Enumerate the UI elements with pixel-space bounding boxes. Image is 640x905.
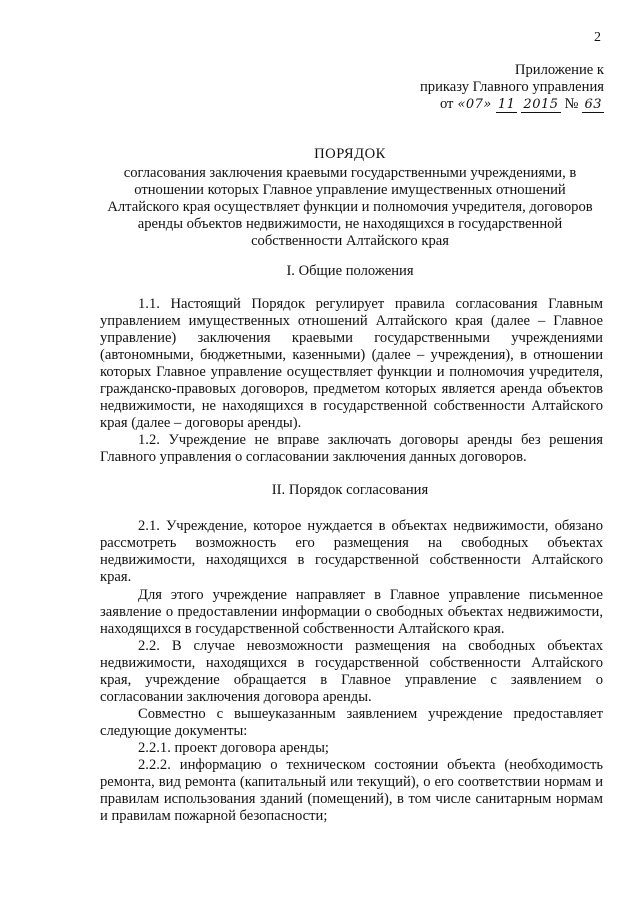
text-line: 2.2. В случае невозможности размещения на свободных объектах	[138, 638, 603, 654]
subtitle-line: согласования заключения краевыми государственными учреждениями, в	[123, 165, 577, 181]
order-number: 63	[584, 97, 602, 112]
document-subtitle	[100, 165, 600, 250]
appendix-block	[414, 62, 604, 113]
text-line: Главного управления о согласовании заключения данных договоров.	[100, 449, 527, 465]
order-month: 11	[497, 97, 516, 112]
text-line: края.	[100, 569, 132, 585]
section-heading-2: II. Порядок согласования	[271, 482, 429, 498]
text-line: Совместно с вышеуказанным заявлением учреждение предоставляет	[138, 706, 603, 722]
document-title-block	[100, 146, 600, 250]
text-line: 2.1. Учреждение, которое нуждается в объектах недвижимости, обязано	[138, 518, 603, 534]
paragraph-1-2	[100, 432, 603, 466]
text-line: 1.1. Настоящий Порядок регулирует правила согласования Главным	[138, 296, 603, 312]
order-year: 2015	[523, 97, 559, 112]
text-line: рассмотреть возможность его размещения на свободных объектах	[100, 535, 603, 551]
subtitle-line: аренды объектов недвижимости, не находящихся в государственной	[137, 216, 563, 232]
text-line: (автономными, бюджетными, казенными) (далее – учреждения), в отношении	[100, 347, 603, 363]
text-line: гражданско-правовых договоров, предметом которых является аренда объектов	[100, 381, 603, 397]
paragraph-2-2b	[100, 706, 603, 740]
text-line: согласовании заключения договора аренды.	[100, 689, 372, 705]
subtitle-line: отношении которых Главное управление имущественных отношений	[134, 182, 566, 198]
text-line: управление) заключения краевыми государственными учреждениями	[100, 330, 603, 346]
text-line: находящихся в государственной собственности Алтайского края.	[100, 621, 505, 637]
paragraph-2-2-2	[100, 757, 603, 825]
text-line: следующие документы:	[100, 723, 248, 739]
text-line: которых Главное управление осуществляет функции и полномочия учредителя,	[100, 364, 603, 380]
paragraph-2-2	[100, 638, 603, 706]
text-line: и правилам пожарной безопасности;	[100, 808, 328, 824]
text-line: 2.2.2. информацию о техническом состоянии объекта (необходимость	[138, 757, 603, 773]
paragraph-2-1b	[100, 587, 603, 638]
text-line: правилам использования зданий (помещений), в том числе санитарным нормам	[100, 791, 603, 807]
text-line: края, учреждение обращается в Главное управление с заявлением о	[100, 672, 603, 688]
paragraph-2-2-1	[100, 740, 603, 757]
order-number-sign: №	[564, 96, 579, 112]
order-date-number	[414, 96, 604, 113]
text-line: недвижимости, находящихся в государственной собственности Алтайского	[100, 655, 603, 671]
text-line: управлением имущественных отношений Алтайского края (далее – Главное	[100, 313, 603, 329]
paragraph-2-1	[100, 518, 603, 586]
text-line: Для этого учреждение направляет в Главное управление письменное	[138, 587, 603, 603]
text-line: заявление о предоставлении информации о свободных объектах недвижимости,	[100, 604, 603, 620]
paragraph-1-1	[100, 296, 603, 432]
text-line: 1.2. Учреждение не вправе заключать договоры аренды без решения	[138, 432, 603, 448]
page-number: 2	[594, 30, 601, 45]
text-line: недвижимости, не находящихся в государственной собственности Алтайского	[100, 398, 603, 414]
section-heading-1: I. Общие положения	[286, 263, 414, 279]
subtitle-line: Алтайского края осуществляет функции и полномочия учредителя, договоров	[107, 199, 593, 215]
text-line: 2.2.1. проект договора аренды;	[138, 740, 329, 756]
appendix-line-2: приказу Главного управления	[419, 79, 604, 95]
order-from-label: от	[439, 96, 454, 112]
order-day: «07»	[457, 97, 492, 112]
text-line: ремонта, вид ремонта (капитальный или текущий), о его соответствии нормам и	[100, 774, 603, 790]
text-line: края (далее – договоры аренды).	[100, 415, 302, 431]
document-title: ПОРЯДОК	[314, 146, 386, 162]
text-line: недвижимости, находящихся в государственной собственности Алтайского	[100, 552, 603, 568]
appendix-line-1: Приложение к	[514, 62, 604, 78]
subtitle-line: собственности Алтайского края	[251, 233, 449, 249]
